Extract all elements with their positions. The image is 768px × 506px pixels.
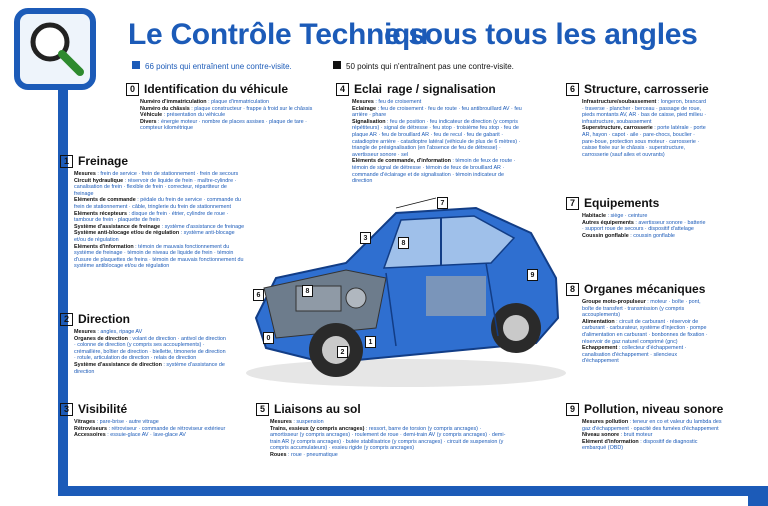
car-illustration: [236, 168, 576, 393]
inspection-item: Système d'assistance de freinage : système d'assistance de freinage: [74, 223, 245, 230]
section-liaisons-au-sol: [256, 402, 506, 459]
inspection-item: Accessoires : essuie-glace AV · lave-glace AV: [74, 432, 186, 439]
section-title: 7 Equipements: [566, 196, 712, 210]
section-title: 0 Identification du véhicule: [126, 82, 314, 96]
section-title: 2 Direction: [60, 312, 228, 326]
inspection-item: Divers : énergie moteur · nombre de places assises · plaque de tare · compteur kilométrique: [140, 118, 307, 132]
section-title: 8 Organes mécaniques: [566, 282, 716, 296]
inspection-item: Echappement : collecteur d'échappement · canalisation d'échappement · silencieux d'échappement: [582, 345, 687, 365]
section-organes-mecaniques: [566, 282, 716, 365]
inspection-item: Autres équipements : avertisseur sonore · batterie · support roue de secours · dispositif d'attelage: [582, 219, 706, 233]
inspection-item: Coussin gonflable : coussin gonflable: [582, 232, 675, 239]
inspection-item: Niveau sonore : bruit moteur: [582, 432, 653, 439]
section-title: 6 Structure, carrosserie: [566, 82, 712, 96]
inspection-item: Eléments de commande : pédale du frein de service · commande du frein de stationnement · câble, tringlerie du frein de stationnement: [74, 197, 241, 210]
subtitle-right: 50 points qui n'entraînent pas une contre-visite.: [333, 61, 514, 71]
callout-7: 8: [398, 237, 409, 249]
inspection-item: Circuit hydraulique : réservoir de liquide de frein · maître-cylindre · canalisation de frein · flexible de frein · correcteur, répartiteur de freinage: [74, 177, 237, 197]
inspection-item: Système d'assistance de direction : système d'assistance de direction: [74, 361, 225, 375]
inspection-item: Eclairage : feu de croisement · feu de route · feu antibrouillard AV · feu arrière · phare: [352, 105, 522, 119]
magnifier-icon: [20, 14, 90, 84]
section-title: 1 Freinage: [60, 154, 246, 168]
section-equipements: [566, 196, 712, 239]
inspection-item: Rétroviseurs : rétroviseur · commande de rétroviseur extérieur: [74, 425, 226, 432]
section-title: 3 Visibilité: [60, 402, 236, 416]
inspection-item: Véhicule : présentation du véhicule: [140, 112, 226, 119]
section-direction: [60, 312, 228, 375]
section-identification: [126, 82, 314, 132]
inspection-item: Eléments d'information : témoin de mauvais fonctionnement du système de freinage · témoin de niveau de liquide de frein · témoin d'usure de plaquettes de freins · témoin de mauvais fonctionnement du système antiblocage et/ou de régulation: [74, 243, 244, 270]
inspection-item: Mesures pollution : teneur en co et valeur du lambda des gaz d'échappement · opacité des fumées d'échappement: [582, 419, 722, 432]
bottom-blue-bar: [58, 486, 748, 496]
magnifier-logo: [14, 8, 96, 90]
corner-square: [748, 486, 768, 506]
inspection-item: Elément d'information : dispositif de diagnostic embarqué (OBD): [582, 438, 698, 452]
callout-2: 2: [337, 346, 348, 358]
inspection-item: Signalisation : feu de position · feu indicateur de direction (y compris répétiteurs) · signal de détresse · feu stop · troisième feu stop · feu de plaque AR · feu de brouillard AR · feu de recul · feu de gabarit · catadioptre arrière · catadioptre latéral (véhicule de plus de 6 mètres) · triangle de présignalisation (en l'absence de feu de détresse) · avertisseur sonore · sel: [352, 118, 521, 158]
section-title: 4 Eclai rage / signalisation: [336, 82, 536, 96]
inspection-item: Eléments de commande, d'information : témoin de feux de route · témoin de signal de détresse · témoin de feux de brouillard AR · commande d'éclairage et de signalisation · témoin indicateur de direction: [352, 158, 516, 185]
section-title: 9 Pollution, niveau sonore: [566, 402, 734, 416]
inspection-item: Superstructure, carrosserie : porte latérale · porte AR, hayon · capot · aile · pare-chocs, bouclier · pare-boue, protection sous moteur · carrosserie · caisse fixée sur le châssis · superstructure, carrosserie (sauf ailes et ouvrants): [582, 125, 706, 158]
inspection-item: Eléments récepteurs : disque de frein · étrier, cylindre de roue · tambour de frein · plaquette de frein: [74, 210, 229, 224]
inspection-item: Numéro du châssis : plaque constructeur · frappe à froid sur le châssis: [140, 105, 313, 112]
inspection-item: Trains, essieux (y compris ancrages) : ressort, barre de torsion (y compris ancrages) · amortisseur (y compris ancrages) · roulement de roue · demi-train AV (y compris ancrages) · demi-train AR (y compris ancrages) · butée stabilisatrice (y compris ancrages) · circuit de suspension (y compris accumulateurs) · essieu rigide (y compris ancrages): [270, 425, 506, 452]
section-pollution: [566, 402, 734, 452]
inspection-item: Système anti-blocage et/ou de régulation : système anti-blocage et/ou de régulation: [74, 230, 235, 243]
inspection-item: Alimentation : circuit de carburant · réservoir de carburant · carburateur, système d'injection · pompe d'alimentation en carburant · bonbonnes de fixation · réservoir de gaz naturel comprimé (gnc): [582, 318, 708, 345]
section-structure-carrosserie: [566, 82, 712, 158]
callout-4: 6: [253, 289, 264, 301]
subtitle-left: 66 points qui entraînent une contre-visite.: [132, 61, 292, 71]
callout-6: 7: [437, 197, 448, 209]
page-title-part1: Le Contrôle Techniqu: [128, 18, 429, 51]
section-title: 5 Liaisons au sol: [256, 402, 506, 416]
inspection-item: Groupe moto-propulseur : moteur · boîte · pont, boîte de transfert · transmission (y compris accouplements): [582, 299, 701, 319]
inspection-item: Mesures : suspension: [270, 419, 324, 425]
inspection-item: Mesures : angles, ripage AV: [74, 329, 143, 335]
callout-8: 8: [302, 285, 313, 297]
inspection-item: Habitacle : siège · ceinture: [582, 213, 648, 219]
inspection-item: Numéro d'immatriculation : plaque d'immatriculation: [140, 99, 270, 105]
section-freinage: [60, 154, 246, 270]
callout-1: 1: [365, 336, 376, 348]
callout-9: 9: [527, 269, 538, 281]
inspection-item: Organes de direction : volant de direction · antivol de direction · colonne de direction (y compris ses accouplements) · crémaillère, boîtier de direction · biellette, timonerie de direction · rotule, articulation de direction · relais de direction: [74, 335, 226, 362]
inspection-item: Infrastructure/soubassement : longeron, brancard · traverse · plancher · berceau · passage de roue, pieds montants AV, AR · bas de caisse, pied milieu · infrastructure, soubassement: [582, 99, 707, 125]
inspection-item: Roues : roue · pneumatique: [270, 451, 338, 458]
page-title-part2: e sous tous les angles: [384, 18, 698, 51]
callout-3: 3: [360, 232, 371, 244]
inspection-item: Mesures : frein de service · frein de stationnement · frein de secours: [74, 171, 239, 177]
section-eclairage: [336, 82, 536, 185]
inspection-item: Vitrages : pare-brise · autre vitrage: [74, 419, 159, 425]
inspection-item: Mesures : feu de croisement: [352, 99, 422, 105]
callout-0: 0: [263, 332, 274, 344]
section-visibilite: [60, 402, 236, 439]
